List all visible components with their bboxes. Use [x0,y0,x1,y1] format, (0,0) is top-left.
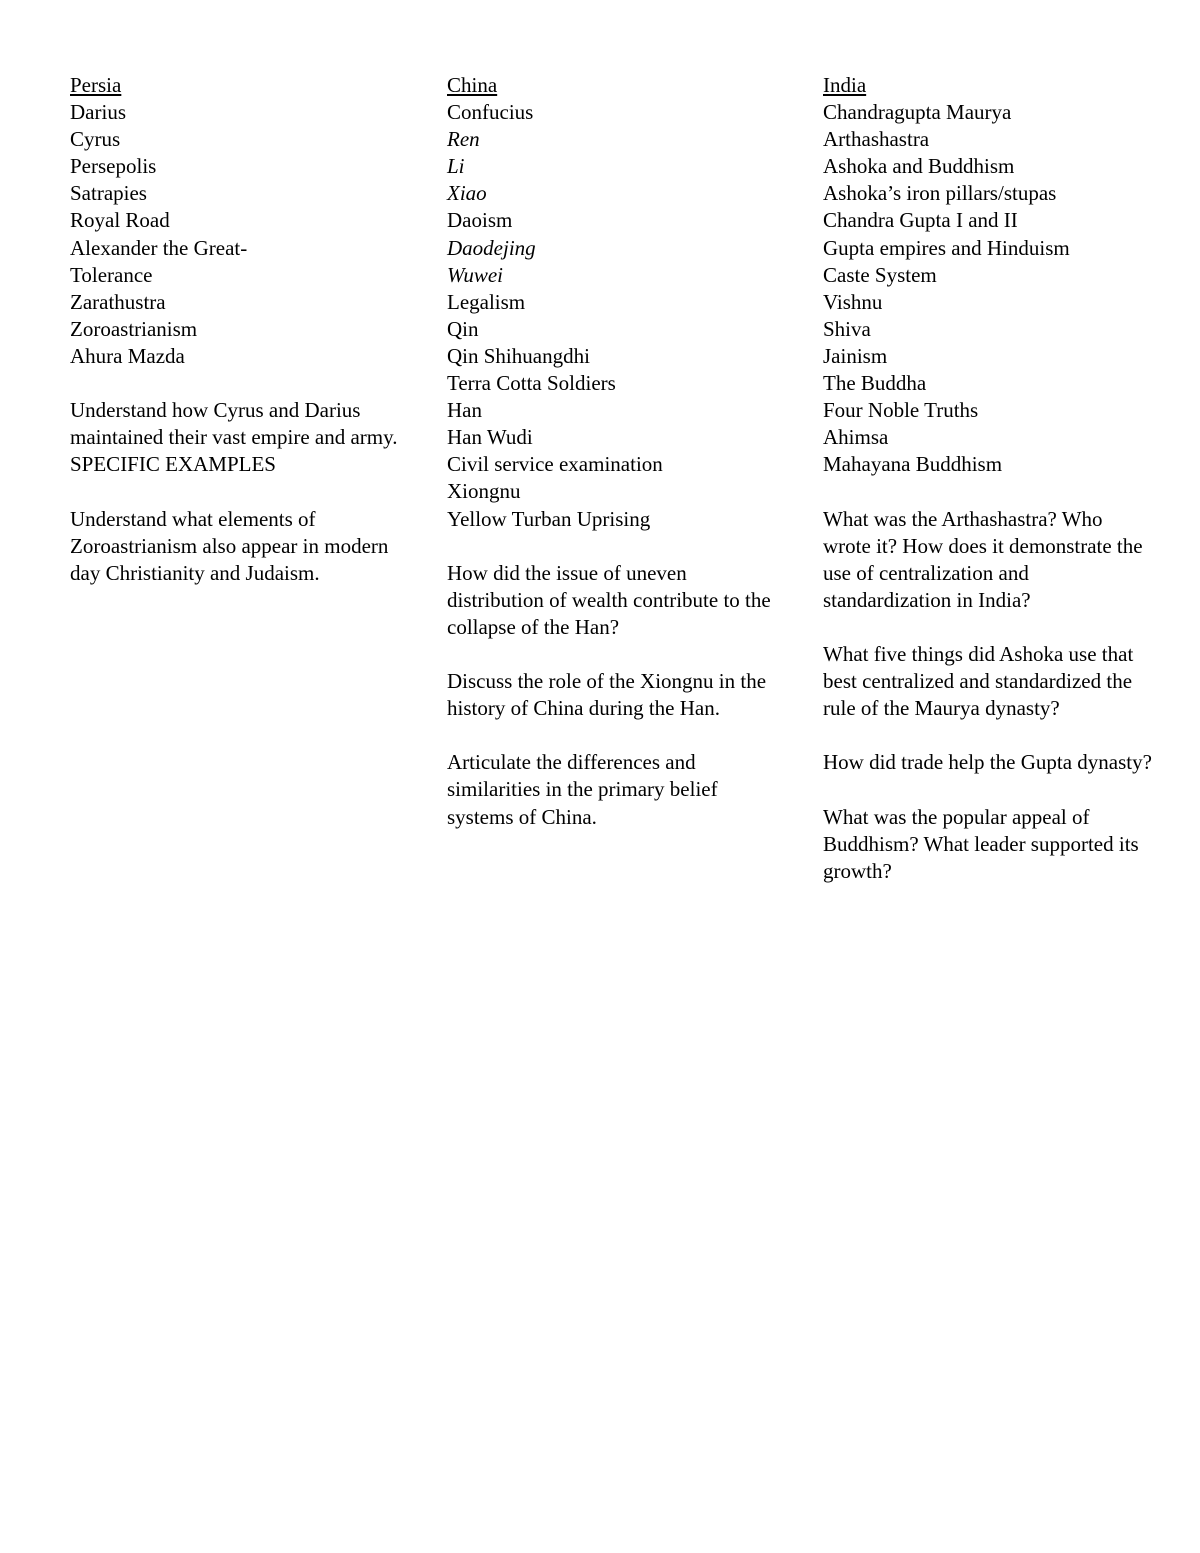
term-item: Satrapies [70,181,147,206]
term-item: Wuwei [447,262,503,287]
term-item: Chandra Gupta I and II [823,208,1018,233]
term-list [70,99,400,370]
question-paragraph: What was the Arthashastra? Who wrote it? How does it demonstrate the use of centralization and standardization in India? [823,506,1143,612]
term-item: Zarathustra [70,289,166,314]
term-list [447,99,777,533]
term-item: Vishnu [823,289,883,314]
term-item: Ren [447,127,480,152]
term-item: Li [447,154,465,179]
question-paragraph: Discuss the role of the Xiongnu in the history of China during the Han. [447,669,767,721]
term-item: Confucius [447,100,534,125]
term-item: Ahura Mazda [70,343,185,368]
question-paragraph: What five things did Ashoka use that best centralized and standardized the rule of the Maurya dynasty? [823,641,1134,721]
term-item: Alexander the Great- [70,235,248,260]
term-item: Xiao [447,181,487,206]
term-item: Caste System [823,262,937,287]
term-item: Daoism [447,208,513,233]
term-item: Darius [70,100,126,125]
term-item: Chandragupta Maurya [823,100,1012,125]
question-paragraph: Understand what elements of Zoroastrianism also appear in modern day Christianity and Judaism. [70,506,389,585]
term-item: Mahayana Buddhism [823,452,1003,477]
term-item: Qin [447,316,479,341]
question-paragraph: Understand how Cyrus and Darius maintained their vast empire and army. SPECIFIC EXAMPLES [70,398,398,477]
term-item: Ashoka and Buddhism [823,154,1015,179]
india-column [823,72,1153,885]
column-heading: Persia [70,73,122,97]
term-item: Ashoka’s iron pillars/stupas [823,181,1057,206]
term-item: Legalism [447,289,526,314]
term-item: Four Noble Truths [823,398,979,423]
term-item: Royal Road [70,208,170,233]
persia-column [70,72,400,587]
column-heading: China [447,73,498,97]
term-item: Gupta empires and Hinduism [823,235,1070,260]
term-item: Cyrus [70,127,121,152]
question-paragraph: How did trade help the Gupta dynasty? [823,750,1152,775]
term-item: Arthashastra [823,127,930,152]
term-item: Ahimsa [823,425,889,450]
china-column [447,72,777,831]
question-paragraph: Articulate the differences and similarities in the primary belief systems of China. [447,750,718,829]
term-item: Zoroastrianism [70,316,198,341]
term-item: Shiva [823,316,871,341]
term-item: Han [447,398,482,423]
column-heading: India [823,73,867,97]
question-paragraph: What was the popular appeal of Buddhism? What leader supported its growth? [823,804,1139,883]
term-item: Persepolis [70,154,157,179]
term-item: Qin Shihuangdhi [447,343,590,368]
term-item: Tolerance [70,262,153,287]
term-item: Jainism [823,343,888,368]
term-item: Terra Cotta Soldiers [447,371,616,396]
question-list [447,560,777,831]
term-list [823,99,1153,478]
term-item: Han Wudi [447,425,533,450]
question-list [823,506,1153,885]
question-paragraph: How did the issue of uneven distribution of wealth contribute to the collapse of the Han? [447,560,771,639]
term-item: Daodejing [447,235,536,260]
question-list [70,397,400,587]
term-item: The Buddha [823,371,927,396]
term-item: Xiongnu [447,479,521,504]
term-item: Civil service examination [447,452,663,477]
term-item: Yellow Turban Uprising [447,506,651,531]
